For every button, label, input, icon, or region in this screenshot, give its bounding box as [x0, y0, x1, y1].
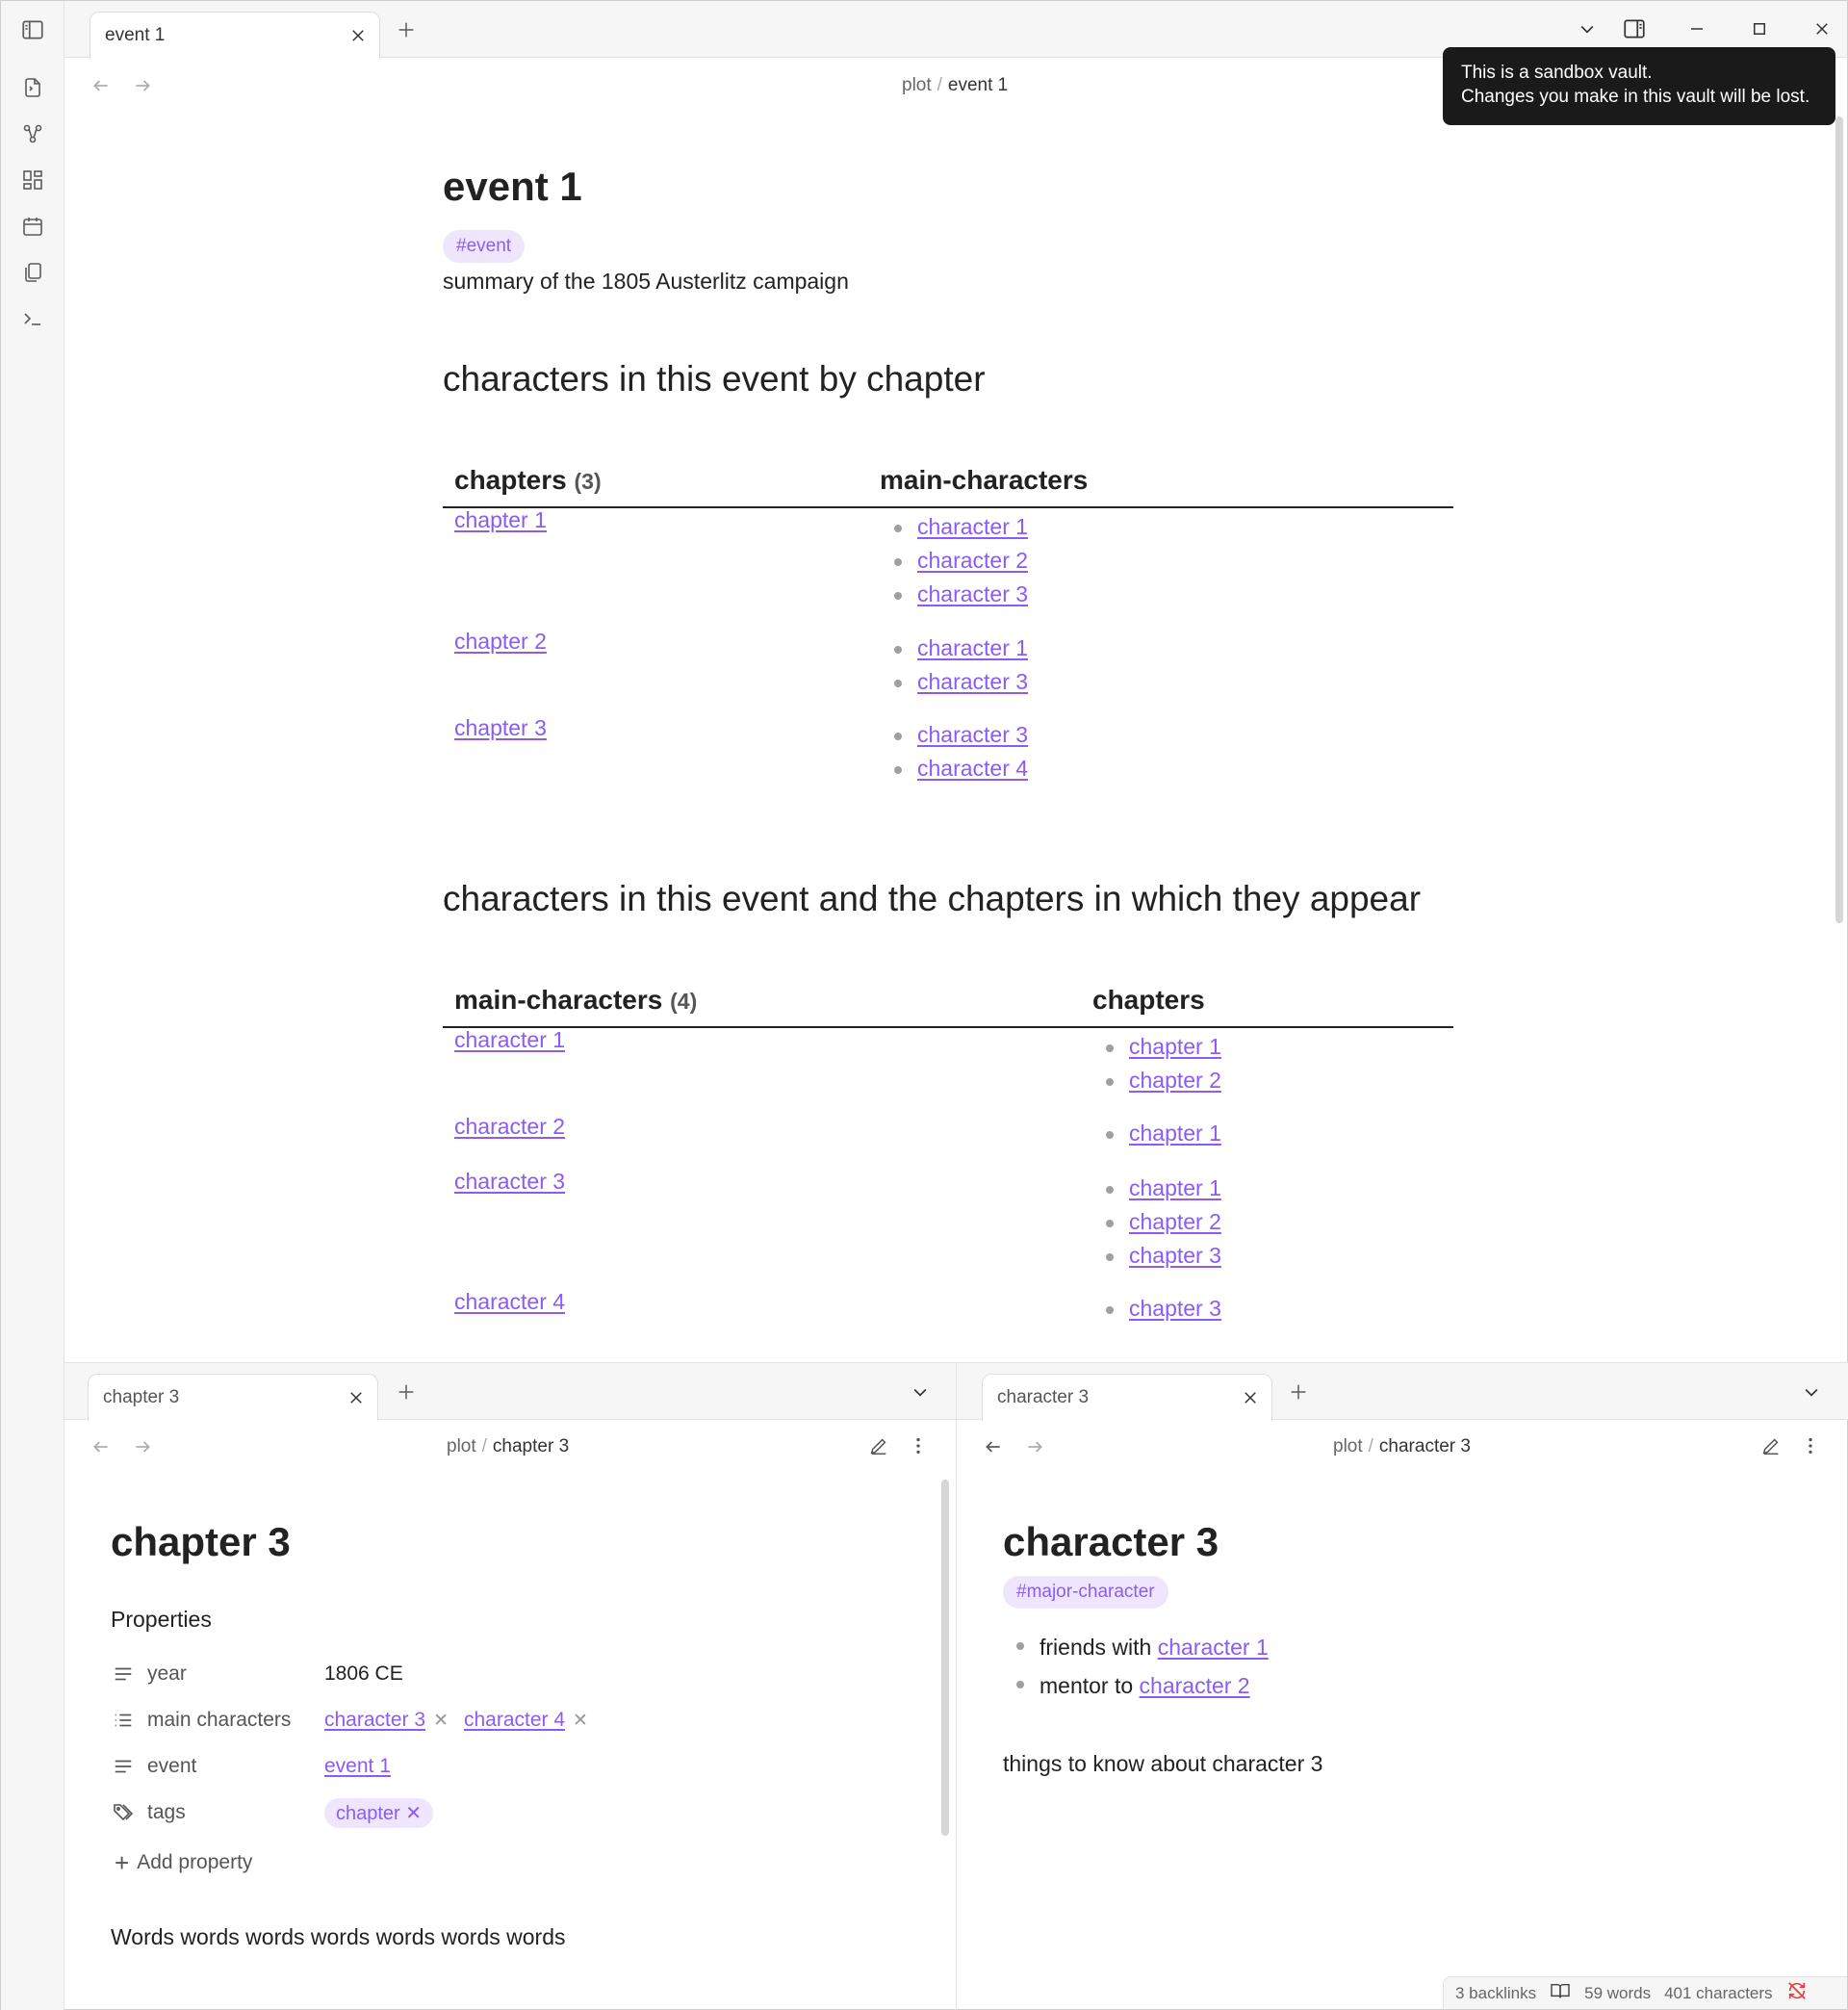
minimize-icon[interactable] — [1682, 14, 1711, 43]
right-pane-tab-bar — [957, 1362, 1848, 1420]
table-row-character-link[interactable]: character 3 — [454, 1169, 566, 1194]
new-tab-plus-icon[interactable] — [394, 17, 419, 42]
character-link[interactable]: character 1 — [917, 635, 1029, 660]
forward-arrow-icon[interactable] — [1021, 1433, 1048, 1460]
table-row-character-link[interactable]: character 2 — [454, 1114, 566, 1139]
character-list — [917, 510, 1028, 611]
note-title: chapter 3 — [111, 1519, 291, 1564]
tooltip-line-1: This is a sandbox vault. — [1461, 63, 1653, 83]
character-link[interactable]: character 3 — [917, 581, 1029, 606]
character-list — [917, 631, 1028, 699]
chapter-link[interactable]: chapter 2 — [1129, 1209, 1221, 1234]
plus-icon: + — [115, 1847, 130, 1877]
remove-x-icon[interactable]: ✕ — [573, 1710, 588, 1731]
more-options-icon[interactable] — [1798, 1433, 1823, 1458]
close-icon[interactable] — [346, 1388, 366, 1407]
tag-event[interactable]: #event — [443, 230, 525, 263]
breadcrumb-file[interactable]: character 3 — [1378, 1436, 1471, 1456]
word-count: 59 words — [1584, 1983, 1652, 2002]
add-property-label: Add property — [137, 1851, 253, 1873]
tag-major-character[interactable]: #major-character — [1003, 1576, 1168, 1609]
character-link[interactable]: character 3 — [917, 669, 1029, 694]
row-count: (4) — [670, 989, 698, 1014]
chapter-link[interactable]: chapter 1 — [1129, 1034, 1221, 1059]
new-tab-plus-icon[interactable] — [1286, 1379, 1311, 1404]
table-row-character-link[interactable]: character 1 — [454, 1027, 566, 1052]
left-ribbon — [1, 1, 64, 2010]
add-property-button[interactable] — [115, 1843, 252, 1882]
character-link[interactable]: character 2 — [1139, 1673, 1250, 1698]
right-sidebar-toggle-icon[interactable] — [1620, 14, 1649, 43]
main-scrollbar[interactable] — [1835, 116, 1843, 923]
summary-text: summary of the 1805 Austerlitz campaign — [443, 269, 849, 294]
templates-copy-icon[interactable] — [17, 257, 48, 288]
breadcrumb — [1333, 1436, 1471, 1457]
chapter-list — [1129, 1117, 1221, 1150]
left-pane-tab-bar — [64, 1362, 956, 1420]
remove-x-icon[interactable]: ✕ — [405, 1802, 423, 1824]
canvas-icon[interactable] — [17, 165, 48, 195]
window-close-icon[interactable] — [1808, 14, 1836, 43]
remove-x-icon[interactable]: ✕ — [433, 1710, 449, 1731]
breadcrumb-folder[interactable]: plot — [447, 1436, 476, 1456]
chapter-link[interactable]: chapter 1 — [1129, 1121, 1221, 1146]
tab-title: event 1 — [105, 25, 166, 45]
breadcrumb-separator: / — [481, 1436, 487, 1456]
character-count: 401 characters — [1664, 1983, 1773, 2002]
table-row-chapter-link[interactable]: chapter 3 — [454, 715, 547, 740]
breadcrumb-file[interactable]: event 1 — [947, 75, 1009, 95]
column-header-chapters[interactable]: chapters — [1092, 985, 1205, 1015]
sidebar-toggle-icon[interactable] — [17, 14, 48, 45]
character-link[interactable]: character 3 — [324, 1709, 426, 1731]
forward-arrow-icon[interactable] — [129, 1433, 156, 1460]
list-icon — [111, 1708, 136, 1733]
edit-pencil-icon[interactable] — [1758, 1433, 1784, 1458]
character-link[interactable]: character 2 — [917, 548, 1029, 573]
graph-view-icon[interactable] — [17, 118, 48, 149]
table-header-characters — [443, 973, 1453, 1028]
relationship-list — [1040, 1628, 1269, 1705]
table-row-chapter-link[interactable]: chapter 2 — [454, 629, 547, 654]
character-link[interactable]: character 4 — [463, 1709, 566, 1731]
property-name[interactable]: event — [147, 1755, 197, 1777]
back-arrow-icon[interactable] — [88, 1433, 115, 1460]
chapter-link[interactable]: chapter 2 — [1129, 1068, 1221, 1093]
chapter-list — [1129, 1172, 1221, 1273]
tooltip-line-2: Changes you make in this vault will be lost. — [1461, 87, 1810, 107]
character-link[interactable]: character 1 — [917, 514, 1029, 539]
tab-list-chevron-down-icon[interactable] — [908, 1379, 933, 1404]
column-header-chapters[interactable] — [454, 465, 602, 496]
close-icon[interactable] — [1241, 1388, 1260, 1407]
tags-icon — [111, 1800, 136, 1825]
tab-title: character 3 — [997, 1387, 1090, 1407]
tab-chapter-3[interactable] — [88, 1374, 378, 1421]
character-list — [917, 718, 1028, 786]
sync-error-icon[interactable] — [1786, 1980, 1808, 2006]
forward-arrow-icon[interactable] — [129, 72, 156, 99]
tab-character-3[interactable] — [982, 1374, 1272, 1421]
table-header-by-chapter — [443, 453, 1453, 508]
command-palette-icon[interactable] — [17, 303, 48, 334]
chapter-list — [1129, 1030, 1221, 1097]
maximize-icon[interactable] — [1745, 14, 1774, 43]
status-bar — [1443, 1976, 1847, 2009]
note-title: character 3 — [1003, 1519, 1219, 1564]
pane-divider[interactable] — [956, 1362, 957, 2010]
left-pane-content — [111, 1519, 919, 1965]
more-options-icon[interactable] — [906, 1433, 931, 1458]
character-link[interactable]: character 3 — [917, 722, 1029, 747]
tab-title: chapter 3 — [103, 1387, 180, 1407]
chapter-list — [1129, 1292, 1221, 1326]
breadcrumb-folder[interactable]: plot — [902, 75, 932, 95]
text-lines-icon — [111, 1754, 136, 1779]
property-name[interactable]: year — [147, 1662, 187, 1685]
note-title: event 1 — [443, 164, 582, 209]
tag-text: chapter — [336, 1802, 400, 1824]
breadcrumb — [447, 1436, 569, 1457]
property-value — [324, 1755, 391, 1778]
chapter-link[interactable]: chapter 3 — [1129, 1243, 1221, 1268]
right-pane-content — [1003, 1519, 1811, 1811]
chapter-link[interactable]: chapter 3 — [1129, 1296, 1221, 1321]
breadcrumb-folder[interactable]: plot — [1333, 1436, 1363, 1456]
section-heading-characters-chapters: characters in this event and the chapters in which they appear — [443, 879, 1422, 918]
reading-view-book-icon[interactable] — [1550, 1982, 1571, 2004]
property-name[interactable]: main characters — [147, 1709, 292, 1731]
table-row-chapter-link[interactable]: chapter 1 — [454, 507, 547, 532]
quick-switcher-icon[interactable] — [17, 72, 48, 103]
relation-prefix: friends with — [1040, 1635, 1152, 1660]
tab-list-chevron-down-icon[interactable] — [1573, 14, 1602, 43]
sandbox-tooltip — [1443, 47, 1835, 125]
tab-list-chevron-down-icon[interactable] — [1799, 1379, 1824, 1404]
property-value — [324, 1709, 596, 1732]
section-heading-by-chapter: characters in this event by chapter — [443, 359, 986, 399]
edit-pencil-icon[interactable] — [866, 1433, 891, 1458]
event-link[interactable]: event 1 — [324, 1755, 391, 1777]
backlinks-count[interactable]: 3 backlinks — [1455, 1983, 1537, 2002]
back-arrow-icon[interactable] — [980, 1433, 1007, 1460]
table-row-character-link[interactable]: character 4 — [454, 1289, 566, 1314]
column-label: main-characters — [454, 985, 663, 1015]
close-icon[interactable] — [348, 26, 368, 45]
breadcrumb-file[interactable]: chapter 3 — [492, 1436, 570, 1456]
breadcrumb-separator: / — [1368, 1436, 1373, 1456]
column-header-main-characters[interactable]: main-characters — [880, 465, 1089, 495]
daily-note-calendar-icon[interactable] — [17, 211, 48, 242]
column-header-main-characters[interactable] — [454, 985, 697, 1016]
character-link[interactable]: character 1 — [1157, 1635, 1269, 1660]
breadcrumb-separator: / — [937, 75, 942, 95]
character-link[interactable]: character 4 — [917, 756, 1029, 781]
body-text: things to know about character 3 — [1003, 1751, 1323, 1776]
breadcrumb — [902, 75, 1008, 96]
new-tab-plus-icon[interactable] — [394, 1379, 419, 1404]
body-text: Words words words words words words words — [111, 1924, 566, 1949]
property-name[interactable]: tags — [147, 1801, 186, 1823]
tag-pill[interactable] — [324, 1798, 433, 1828]
chapter-link[interactable]: chapter 1 — [1129, 1175, 1221, 1200]
property-value — [324, 1798, 433, 1828]
column-label: chapters — [454, 465, 567, 495]
back-arrow-icon[interactable] — [88, 72, 115, 99]
left-pane-scrollbar[interactable] — [941, 1480, 949, 1836]
tab-event-1[interactable] — [90, 12, 380, 59]
row-count: (3) — [574, 469, 602, 494]
properties-heading[interactable]: Properties — [111, 1607, 212, 1632]
property-value[interactable]: 1806 CE — [324, 1662, 403, 1685]
relation-prefix: mentor to — [1040, 1673, 1134, 1698]
text-lines-icon — [111, 1662, 136, 1687]
